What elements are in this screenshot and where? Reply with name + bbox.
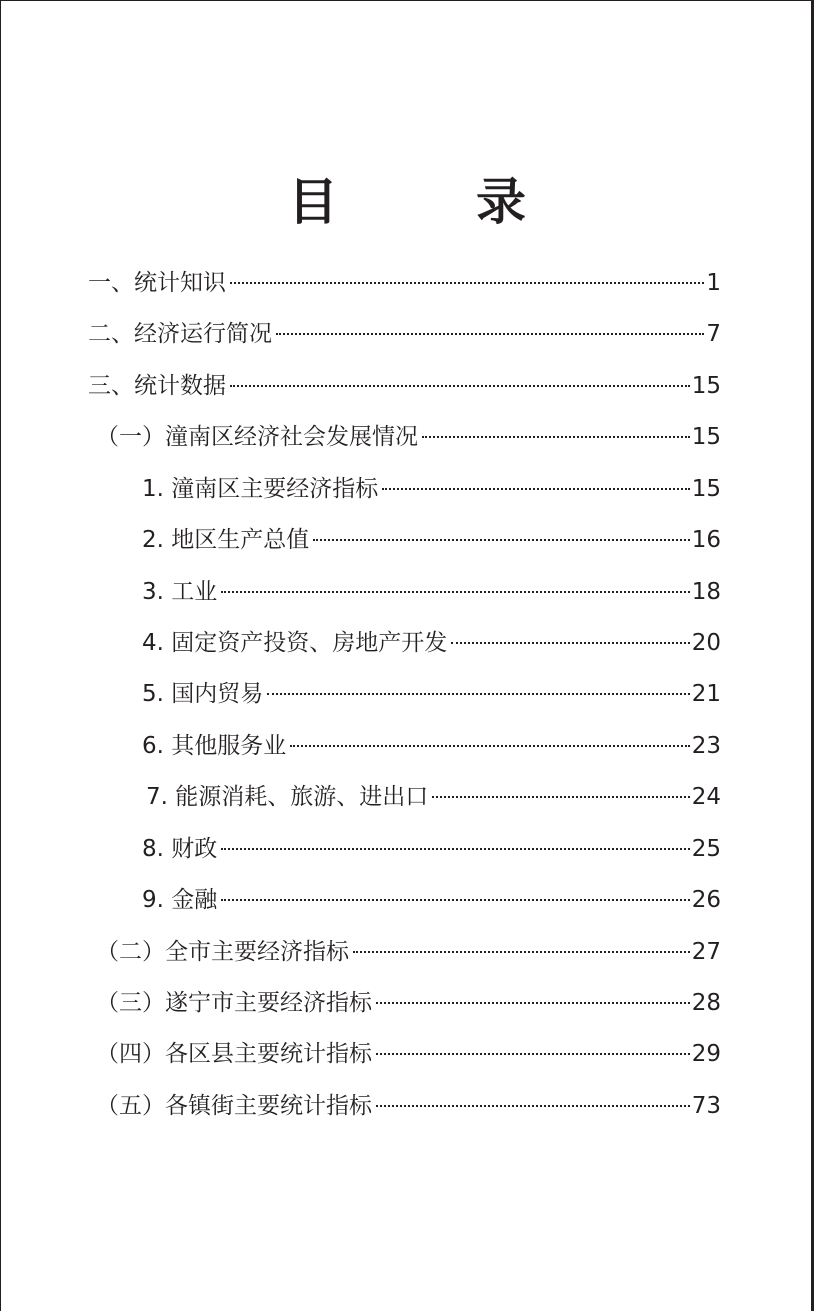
dot-leader: [230, 282, 704, 284]
toc-entry-label: 3. 工业: [142, 579, 218, 605]
toc-entry-label: 1. 潼南区主要经济指标: [142, 476, 379, 502]
toc-entry-page: 29: [691, 1041, 721, 1067]
dot-leader: [221, 591, 689, 593]
toc-entry-page: 27: [691, 939, 721, 965]
dot-leader: [353, 951, 690, 953]
toc-entry[interactable]: [142, 878, 721, 922]
toc-entry[interactable]: [96, 1032, 721, 1076]
toc-entry[interactable]: [88, 312, 721, 356]
dot-leader: [221, 899, 689, 901]
dot-leader: [276, 333, 704, 335]
toc-entry[interactable]: [142, 467, 721, 511]
dot-leader: [221, 848, 689, 850]
toc-entry[interactable]: [142, 827, 721, 871]
toc-entry-page: 24: [691, 784, 721, 810]
dot-leader: [230, 385, 690, 387]
toc-entry-label: 7. 能源消耗、旅游、进出口: [146, 784, 429, 810]
toc-entry[interactable]: [142, 518, 721, 562]
toc-entry[interactable]: [142, 672, 721, 716]
toc-entry-page: 1: [706, 270, 721, 296]
toc-entry-label: （一）潼南区经济社会发展情况: [96, 424, 418, 450]
toc-entry-page: 15: [691, 476, 721, 502]
toc-entry-page: 73: [691, 1093, 721, 1119]
toc-entry[interactable]: [142, 621, 721, 665]
toc-entry-label: 9. 金融: [142, 887, 218, 913]
dot-leader: [376, 1053, 690, 1055]
toc-entry-page: 25: [691, 836, 721, 862]
toc-entry-page: 15: [691, 373, 721, 399]
toc-entry-page: 15: [691, 424, 721, 450]
toc-entry-label: 一、统计知识: [88, 270, 226, 296]
dot-leader: [382, 488, 689, 490]
toc-entry[interactable]: [88, 364, 721, 408]
toc-entry-label: （二）全市主要经济指标: [96, 939, 349, 965]
toc-entry-label: 2. 地区生产总值: [142, 527, 310, 553]
toc-entry-page: 26: [691, 887, 721, 913]
toc-entry-page: 18: [691, 579, 721, 605]
toc-entry-label: 8. 财政: [142, 836, 218, 862]
toc-entry-page: 16: [691, 527, 721, 553]
toc-entry[interactable]: [96, 415, 721, 459]
toc-entry-label: （四）各区县主要统计指标: [96, 1041, 372, 1067]
dot-leader: [267, 693, 689, 695]
toc-entry-page: 21: [691, 681, 721, 707]
toc-entry[interactable]: [96, 1084, 721, 1128]
toc-entry-label: （三）遂宁市主要经济指标: [96, 990, 372, 1016]
dot-leader: [422, 436, 690, 438]
toc-entry-page: 23: [691, 733, 721, 759]
toc-entry[interactable]: [142, 570, 721, 614]
toc-entry-label: 5. 国内贸易: [142, 681, 264, 707]
toc-entry[interactable]: [146, 775, 721, 819]
toc-entry-label: （五）各镇街主要统计指标: [96, 1093, 372, 1119]
toc-entry[interactable]: [96, 981, 721, 1025]
toc-entry-page: 20: [691, 630, 721, 656]
dot-leader: [313, 539, 689, 541]
toc-entry-label: 4. 固定资产投资、房地产开发: [142, 630, 448, 656]
toc-entry-label: 二、经济运行简况: [88, 321, 272, 347]
toc-entry-page: 7: [706, 321, 721, 347]
dot-leader: [376, 1105, 690, 1107]
toc-entry-page: 28: [691, 990, 721, 1016]
dot-leader: [451, 642, 689, 644]
toc-entry[interactable]: [96, 930, 721, 974]
page-title: 目 录: [288, 172, 570, 231]
toc-entry[interactable]: [88, 261, 721, 305]
dot-leader: [376, 1002, 690, 1004]
dot-leader: [432, 796, 689, 798]
toc-entry-label: 6. 其他服务业: [142, 733, 287, 759]
toc-entry-label: 三、统计数据: [88, 373, 226, 399]
toc-entry[interactable]: [142, 724, 721, 768]
dot-leader: [290, 745, 689, 747]
